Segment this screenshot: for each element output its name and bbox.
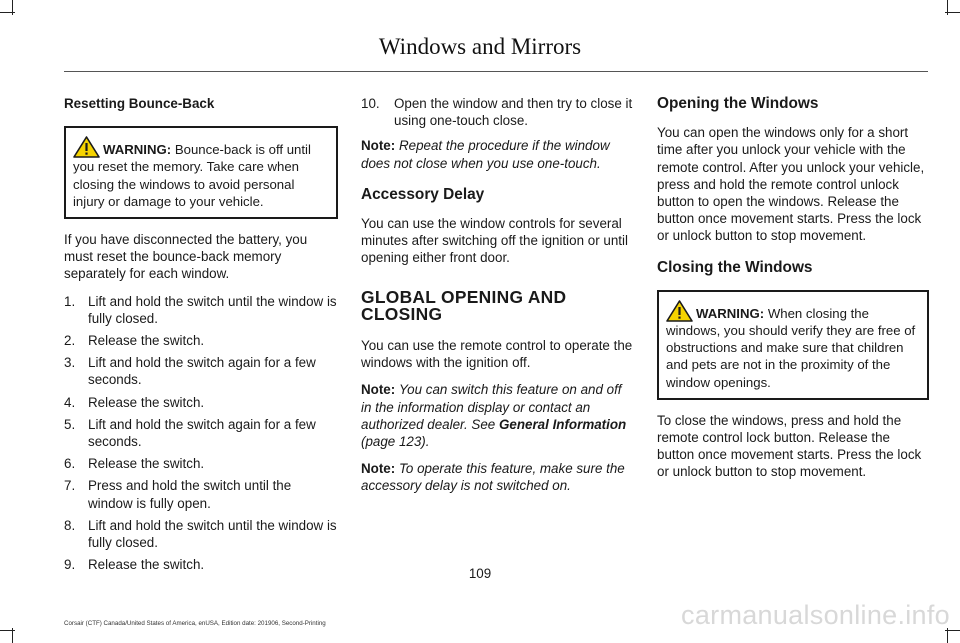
step-text: Lift and hold the switch until the window is fully closed. bbox=[88, 293, 337, 326]
step-text: Release the switch. bbox=[88, 456, 205, 472]
header-rule bbox=[64, 71, 928, 72]
warning-text: When closing the windows, you should verify they are free of obstructions and make sure that children and pets are not in the proximity of the window openings. bbox=[666, 305, 916, 390]
list-item bbox=[64, 455, 338, 472]
page-header-title: Windows and Mirrors bbox=[378, 34, 582, 59]
step-number: 1. bbox=[64, 293, 76, 309]
list-item bbox=[64, 517, 338, 551]
warning-title: WARNING: bbox=[103, 142, 172, 158]
crop-mark-top-right-v bbox=[947, 0, 948, 15]
step-text: Release the switch. bbox=[88, 333, 205, 349]
closing-windows-text: To close the windows, press and hold the remote control lock button. Release the button once movement starts. Press the lock or unlock button to stop movement. bbox=[657, 412, 922, 480]
warning-box-closing bbox=[657, 290, 929, 400]
page-number: 109 bbox=[468, 566, 492, 581]
list-item bbox=[64, 332, 338, 349]
step-number: 2. bbox=[64, 333, 76, 349]
list-item bbox=[64, 416, 338, 450]
step-number: 9. bbox=[64, 557, 76, 573]
note-label: Note: bbox=[361, 461, 396, 477]
column-middle bbox=[361, 95, 633, 505]
reset-intro: If you have disconnected the battery, you must reset the bounce-back memory separately for each window. bbox=[64, 232, 308, 282]
step-number: 8. bbox=[64, 517, 76, 533]
opening-windows-heading: Opening the Windows bbox=[657, 95, 819, 112]
cross-reference-link[interactable]: General Information bbox=[498, 416, 627, 432]
column-left bbox=[64, 95, 338, 578]
step-number: 10. bbox=[361, 96, 380, 111]
warning-triangle-icon bbox=[73, 136, 100, 158]
list-item bbox=[64, 354, 338, 388]
opening-windows-text: You can open the windows only for a short time after you unlock your vehicle with the remote control. After you unlock your vehicle, press and hold the remote control unlock button to open the windows. Release the button once movement starts. Press the lock or unlock button to stop movement. bbox=[657, 125, 925, 244]
list-item bbox=[64, 394, 338, 411]
warning-text: Bounce-back is off until you reset the memory. Take care when closing the windows to avoid personal injury or damage to your vehicle. bbox=[73, 142, 311, 209]
note-label: Note: bbox=[361, 382, 396, 398]
crop-mark-bottom-left-v bbox=[12, 628, 13, 643]
crop-mark-top-left-v bbox=[12, 0, 13, 15]
step-number: 3. bbox=[64, 355, 76, 371]
resetting-heading: Resetting Bounce-Back bbox=[64, 96, 215, 111]
list-item bbox=[64, 293, 338, 327]
note-text: Repeat the procedure if the window does not close when you use one-touch. bbox=[361, 138, 610, 171]
warning-title: WARNING: bbox=[696, 305, 765, 321]
step-text: Lift and hold the switch again for a few seconds. bbox=[88, 355, 316, 388]
warning-triangle-icon bbox=[666, 300, 693, 322]
list-item bbox=[361, 95, 633, 129]
reset-steps-list bbox=[64, 293, 338, 574]
page-reference: (page 123). bbox=[361, 434, 430, 450]
closing-windows-heading: Closing the Windows bbox=[657, 258, 813, 276]
step-text: Release the switch. bbox=[88, 557, 205, 573]
step-text: Press and hold the switch until the window is fully open. bbox=[88, 478, 292, 511]
note-text: You can switch this feature on and off in the information display or contact an authorized dealer. See bbox=[361, 382, 622, 432]
step-text: Lift and hold the switch until the window is fully closed. bbox=[88, 517, 337, 551]
accessory-delay-text: You can use the window controls for several minutes after switching off the ignition or until opening either front door. bbox=[361, 216, 628, 266]
step-text: Open the window and then try to close it using one-touch close. bbox=[394, 96, 633, 129]
step-number: 4. bbox=[64, 394, 76, 410]
step-number: 7. bbox=[64, 478, 76, 494]
note-text: To operate this feature, make sure the accessory delay is not switched on. bbox=[361, 461, 625, 494]
edition-footer: Corsair (CTF) Canada/United States of America, enUSA, Edition date: 201906, Second-Printing bbox=[64, 620, 326, 627]
step-text: Release the switch. bbox=[88, 394, 205, 410]
note-repeat bbox=[361, 137, 633, 171]
global-opening-text: You can use the remote control to operate the windows with the ignition off. bbox=[361, 338, 633, 371]
watermark: carmanualsonline.info bbox=[681, 600, 950, 630]
warning-box-bounce-back bbox=[64, 126, 338, 219]
reset-steps-continued bbox=[361, 95, 633, 129]
section-heading: GLOBAL OPENING AND CLOSING bbox=[361, 286, 567, 324]
column-right bbox=[657, 95, 929, 491]
step-number: 5. bbox=[64, 416, 76, 432]
note-label: Note: bbox=[361, 138, 396, 154]
list-item bbox=[64, 477, 338, 511]
note-accessory-delay bbox=[361, 460, 633, 494]
step-text: Lift and hold the switch again for a few seconds. bbox=[88, 416, 316, 450]
step-number: 6. bbox=[64, 456, 76, 472]
accessory-delay-heading: Accessory Delay bbox=[361, 185, 485, 203]
note-switch-feature bbox=[361, 381, 633, 450]
